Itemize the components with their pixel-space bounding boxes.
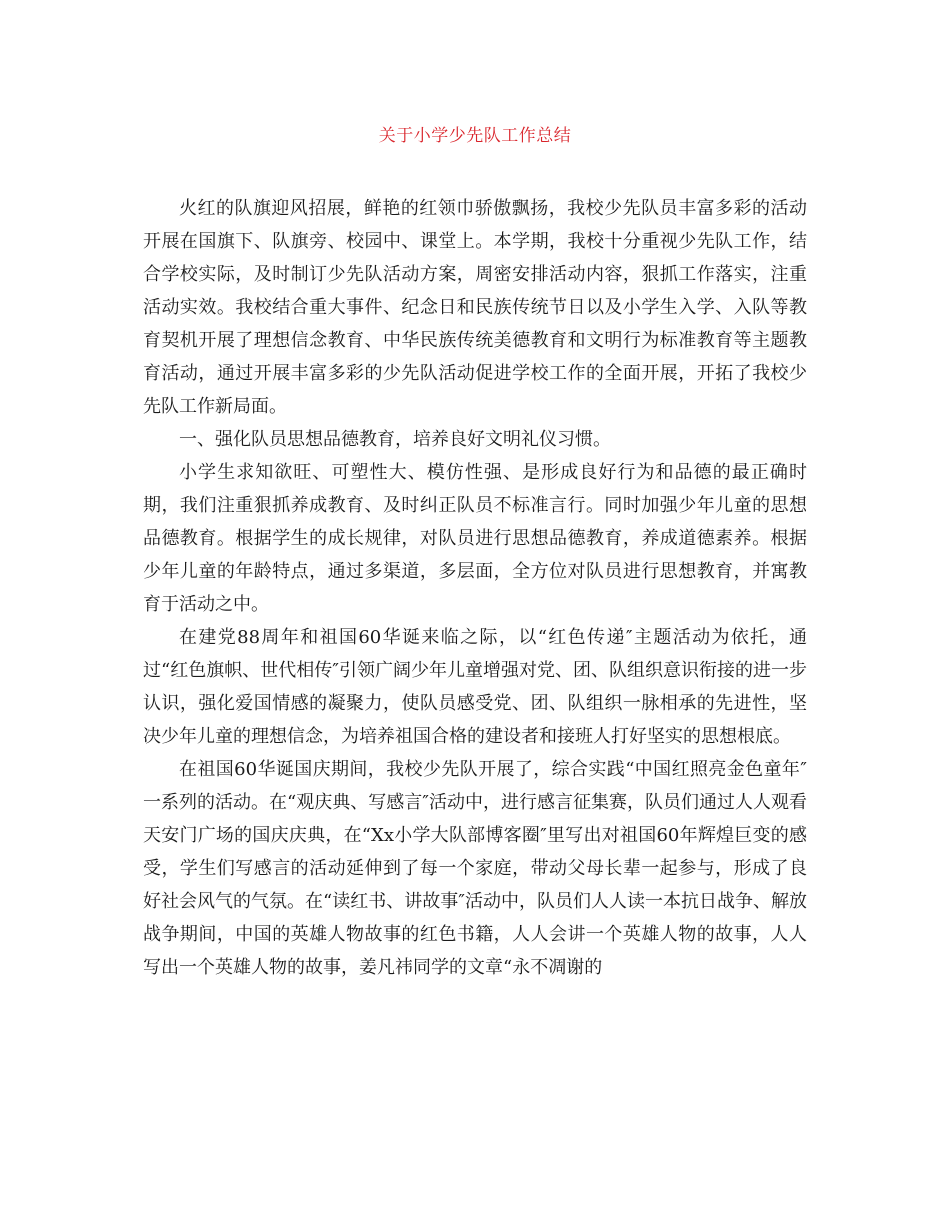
document-title: 关于小学少先队工作总结 xyxy=(378,126,572,146)
paragraph-intro: 火红的队旗迎风招展，鲜艳的红领巾骄傲飘扬，我校少先队员丰富多彩的活动开展在国旗下、队旗旁、校园中、课堂上。本学期，我校十分重视少先队工作，结合学校实际，及时制订少先队活动方案，周密安排活动内容，狠抓工作落实，注重活动实效。我校结合重大事件、纪念日和民族传统节日以及小学生入学、入队等教育契机开展了理想信念教育、中华民族传统美德教育和文明行为标准教育等主题教育活动，通过开展丰富多彩的少先队活动促进学校工作的全面开展，开拓了我校少先队工作新局面。 xyxy=(143,198,807,417)
section-heading-1: 一、强化队员思想品德教育，培养良好文明礼仪习惯。 xyxy=(179,429,611,450)
document-body xyxy=(143,192,807,984)
paragraph-national-day: 在祖国60华诞国庆期间，我校少先队开展了，综合实践“中国红照亮金色童年″一系列的活动。在“观庆典、写感言″活动中，进行感言征集赛，队员们通过人人观看天安门广场的国庆庆典，在“Xx小学大队部博客圈″里写出对祖国60年辉煌巨变的感受，学生们写感言的活动延伸到了每一个家庭，带动父母长辈一起参与，形成了良好社会风气的气氛。在“读红书、讲故事″活动中，队员们人人读一本抗日战争、解放战争期间，中国的英雄人物故事的红色书籍，人人会讲一个英雄人物的故事，人人写出一个英雄人物的故事，姜凡祎同学的文章“永不凋谢的 xyxy=(143,759,807,978)
paragraph-moral-education: 小学生求知欲旺、可塑性大、模仿性强、是形成良好行为和品德的最正确时期，我们注重狠抓养成教育、及时纠正队员不标准言行。同时加强少年儿童的思想品德教育。根据学生的成长规律，对队员进行思想品德教育，养成道德素养。根据少年儿童的年龄特点，通过多渠道，多层面，全方位对队员进行思想教育，并寓教育于活动之中。 xyxy=(143,462,807,615)
paragraph-party-anniversary: 在建党88周年和祖国60华诞来临之际，以“红色传递″主题活动为依托，通过“红色旗帜、世代相传″引领广阔少年儿童增强对党、团、队组织意识衔接的进一步认识，强化爱国情感的凝聚力，使队员感受党、团、队组织一脉相承的先进性，坚决少年儿童的理想信念，为培养祖国合格的建设者和接班人打好坚实的思想根底。 xyxy=(143,627,807,747)
